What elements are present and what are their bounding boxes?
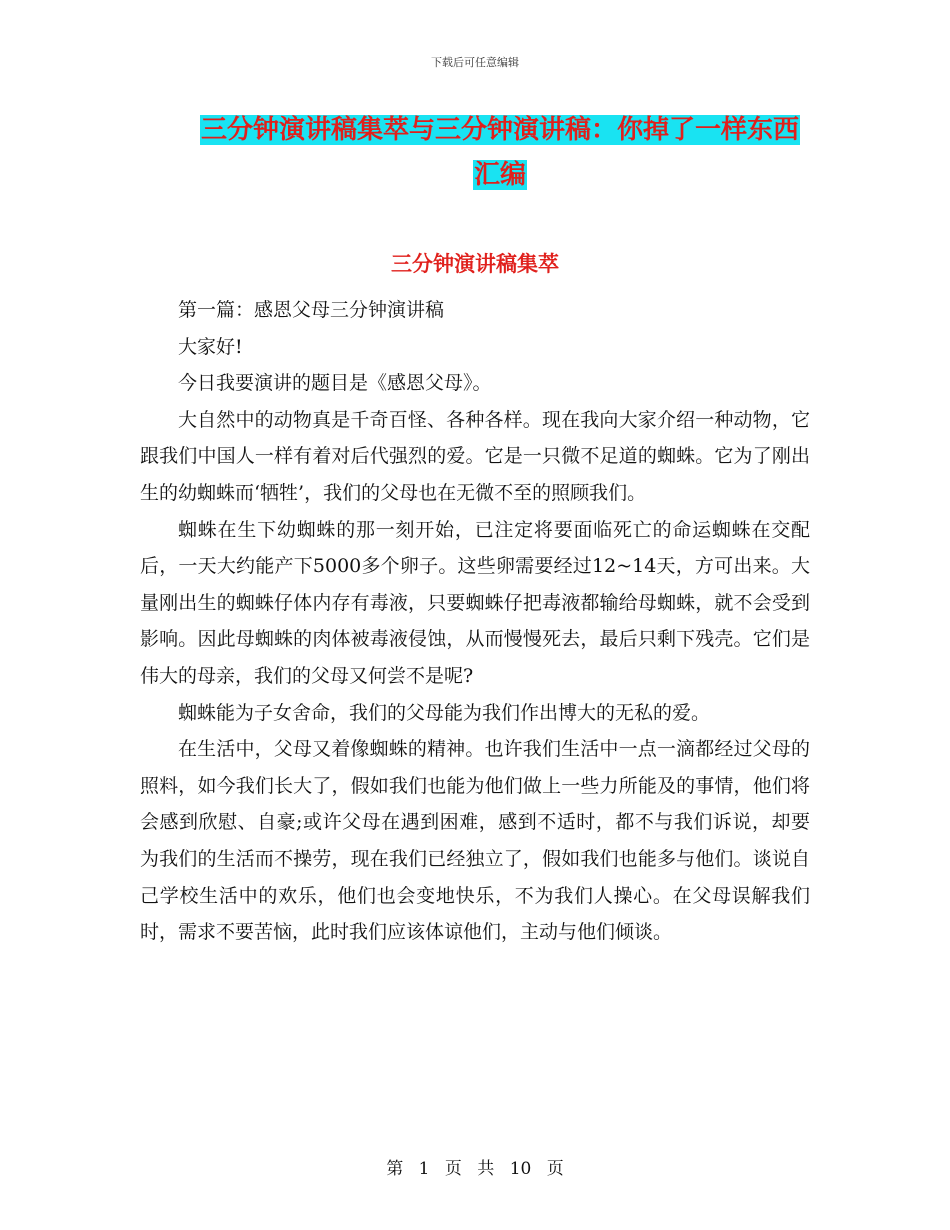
page-header-note: 下载后可任意编辑	[431, 56, 519, 69]
document-title-line-2: 汇编	[473, 160, 526, 190]
document-body	[140, 292, 810, 951]
footer-page-unit: 页	[444, 1159, 462, 1179]
footer-page-label: 第	[386, 1159, 404, 1179]
page-footer	[0, 1154, 950, 1179]
section-title: 三分钟演讲稿集萃	[391, 251, 559, 276]
footer-total-pages: 10	[509, 1159, 532, 1179]
paragraph-greeting: 大家好!	[178, 335, 243, 358]
paragraph-topic: 今日我要演讲的题目是《感恩父母》。	[178, 372, 492, 395]
paragraph: 大自然中的动物真是千奇百怪、各种各样。现在我向大家介绍一种动物，它跟我们中国人一样有着对后代强烈的爱。它是一只微不足道的蜘蛛。它为了刚出生的幼蜘蛛而‘牺牲’，我们的父母也在无微不至的照顾我们。	[140, 408, 810, 504]
footer-total-unit: 页	[546, 1159, 564, 1179]
footer-page-number: 1	[418, 1159, 430, 1179]
paragraph-article-heading: 第一篇：感恩父母三分钟演讲稿	[178, 299, 445, 321]
document-title	[150, 108, 850, 198]
footer-total-label: 共	[477, 1159, 495, 1179]
paragraph: 蜘蛛在生下幼蜘蛛的那一刻开始，已注定将要面临死亡的命运蜘蛛在交配后，一天大约能产下5000多个卵子。这些卵需要经过12~14天，方可出来。大量刚出生的蜘蛛仔体内存有毒液，只要蜘蛛仔把毒液都输给母蜘蛛，就不会受到影响。因此母蜘蛛的肉体被毒液侵蚀，从而慢慢死去，最后只剩下残壳。它们是伟大的母亲，我们的父母又何尝不是呢?	[140, 518, 810, 687]
paragraph: 在生活中，父母又着像蜘蛛的精神。也许我们生活中一点一滴都经过父母的照料，如今我们长大了，假如我们也能为他们做上一些力所能及的事情，他们将会感到欣慰、自豪;或许父母在遇到困难，感到不适时，都不与我们诉说，却要为我们的生活而不操劳，现在我们已经独立了，假如我们也能多与他们。谈说自己学校生活中的欢乐，他们也会变地快乐，不为我们人操心。在父母误解我们时，需求不要苦恼，此时我们应该体谅他们，主动与他们倾谈。	[140, 738, 810, 944]
document-title-line-1: 三分钟演讲稿集萃与三分钟演讲稿：你掉了一样东西	[200, 115, 799, 145]
paragraph: 蜘蛛能为子女舍命，我们的父母能为我们作出博大的无私的爱。	[178, 701, 711, 724]
